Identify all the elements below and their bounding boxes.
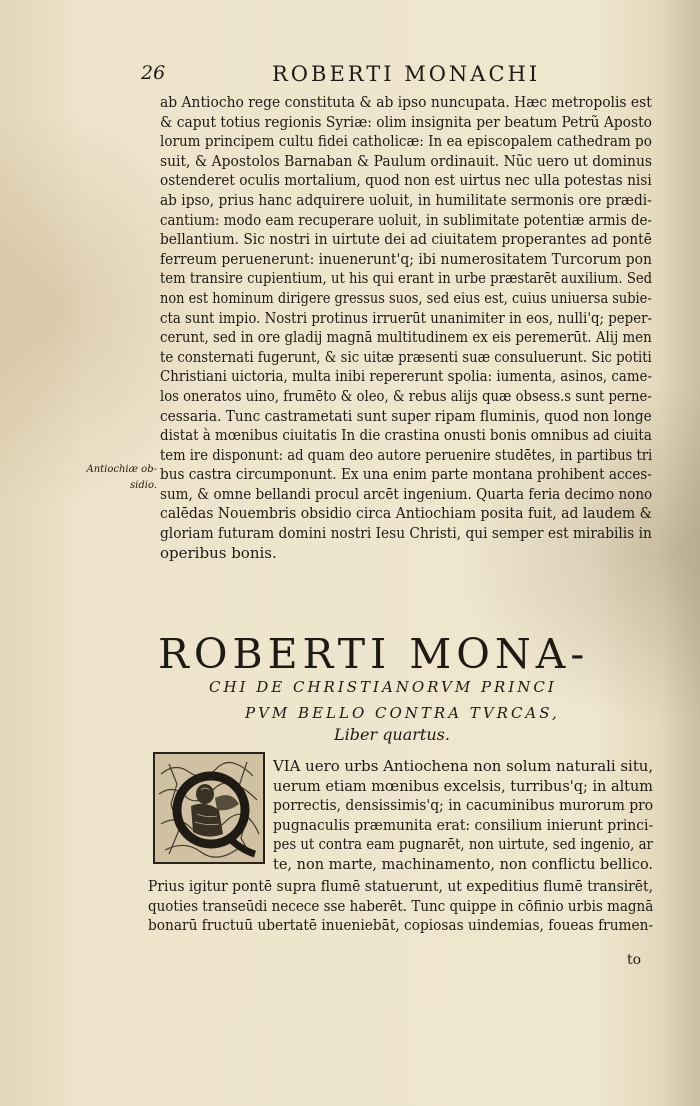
text-line: operibus bonis. [160, 543, 277, 562]
text-line: Christiani uictoria, multa inibi repererunt spolia: iumenta, asinos, came- [160, 367, 652, 386]
running-head: ROBERTI MONACHI [272, 62, 541, 86]
text-line: ostenderet oculis mortalium, quod non est uirtus nec ulla potestas nisi [160, 171, 652, 190]
text-line: tem ire disponunt: ad quam deo autore peruenire studētes, in partibus tri [160, 445, 653, 464]
text-line: te, non marte, machinamento, non conflictu bellico. [273, 854, 654, 873]
chapter-opening-block [273, 757, 653, 875]
page-edge-shadow [660, 0, 700, 1106]
text-line: cantium: modo eam recuperare uoluit, in sublimitate potentiæ armis de- [160, 210, 652, 229]
text-line: porrectis, densissimis'q; in cacuminibus murorum pro [273, 796, 654, 815]
book-title-line-2: CHI DE CHRISTIANORVM PRINCI [209, 678, 557, 696]
text-line: quoties transeūdi necece sse haberēt. Tunc quippe in cōfinio urbis magnā [148, 896, 654, 915]
text-line: calēdas Nouembris obsidio circa Antiochiam posita fuit, ad laudem & [160, 504, 653, 523]
chapter-text-block [148, 877, 653, 936]
text-line: bus castra circumponunt. Ex una enim parte montana prohibent acces- [160, 465, 652, 484]
page-number: 26 [141, 62, 166, 84]
text-line: los oneratos uino, frumēto & oleo, & rebus alijs quæ obsess.s sunt perne- [160, 386, 652, 405]
text-line: te consternati fugerunt, & sic uitæ præsenti suæ consuluerunt. Sic potiti [160, 347, 652, 366]
text-line: sum, & omne bellandi procul arcēt ingenium. Quarta feria decimo nono [160, 484, 653, 503]
text-line: ferreum peruenerunt: inuenerunt'q; ibi numerositatem Turcorum pon [160, 249, 652, 268]
text-line: gloriam futuram domini nostri Iesu Christi, qui semper est mirabilis in [160, 524, 652, 543]
text-line: VIA uero urbs Antiochena non solum naturali situ, [273, 757, 654, 775]
text-line: non est hominum dirigere gressus suos, sed eius est, cuius uniuersa subie- [160, 288, 652, 307]
margin-note [82, 462, 157, 494]
text-line: Prius igitur pontē supra flumē statuerunt, ut expeditius flumē transirēt, [148, 877, 654, 895]
text-line: distat à mœnibus ciuitatis In die crastina onusti bonis omnibus ad ciuita [160, 426, 652, 445]
ornament-figure-icon [155, 754, 263, 862]
main-text-block [160, 93, 652, 563]
text-line: bonarū fructuū ubertatē inueniebāt, copiosas uindemias, foueas frumen- [148, 916, 654, 935]
text-line: tem transire cupientium, ut his qui erant in urbe præstarēt auxilium. Sed [160, 269, 653, 288]
text-line: cerunt, sed in ore gladij magnā multitudinem ex eis peremerūt. Alij men [160, 328, 652, 347]
text-line: ab Antiocho rege constituta & ab ipso nuncupata. Hæc metropolis est [160, 93, 652, 111]
text-line: bellantium. Sic nostri in uirtute dei ad ciuitatem properantes ad pontē [160, 230, 652, 249]
margin-note-line: Antiochiæ ob- [86, 464, 157, 475]
text-line: cessaria. Tunc castrametati sunt super ripam fluminis, quod non longe [160, 406, 652, 425]
text-line: suit, & Apostolos Barnaban & Paulum ordinauit. Nũc uero ut dominus [160, 151, 653, 170]
margin-note-line: sidio. [130, 480, 157, 491]
decorated-initial [153, 752, 265, 864]
text-line: & caput totius regionis Syriæ: olim insignita per beatum Petrũ Aposto [160, 112, 652, 131]
text-line: cta sunt impio. Nostri protinus irruerūt unanimiter in eos, nulli'q; peper- [160, 308, 653, 327]
catchword: to [627, 952, 642, 968]
text-line: ab ipso, prius hanc adquirere uoluit, in humilitate sermonis ore prædi- [160, 190, 652, 209]
book-title-line-3: PVM BELLO CONTRA TVRCAS, [245, 704, 560, 722]
text-line: pes ut contra eam pugnarēt, non uirtute, sed ingenio, ar [273, 835, 653, 854]
book-title-line-1: ROBERTI MONA- [158, 630, 590, 678]
text-line: uerum etiam mœnibus excelsis, turribus'q; in altum [273, 776, 653, 795]
book-subtitle: Liber quartus. [334, 725, 450, 744]
text-line: pugnaculis præmunita erat: consilium inierunt princi- [273, 815, 654, 834]
text-line: lorum principem cultu fidei catholicæ: In ea episcopalem cathedram po [160, 132, 652, 151]
